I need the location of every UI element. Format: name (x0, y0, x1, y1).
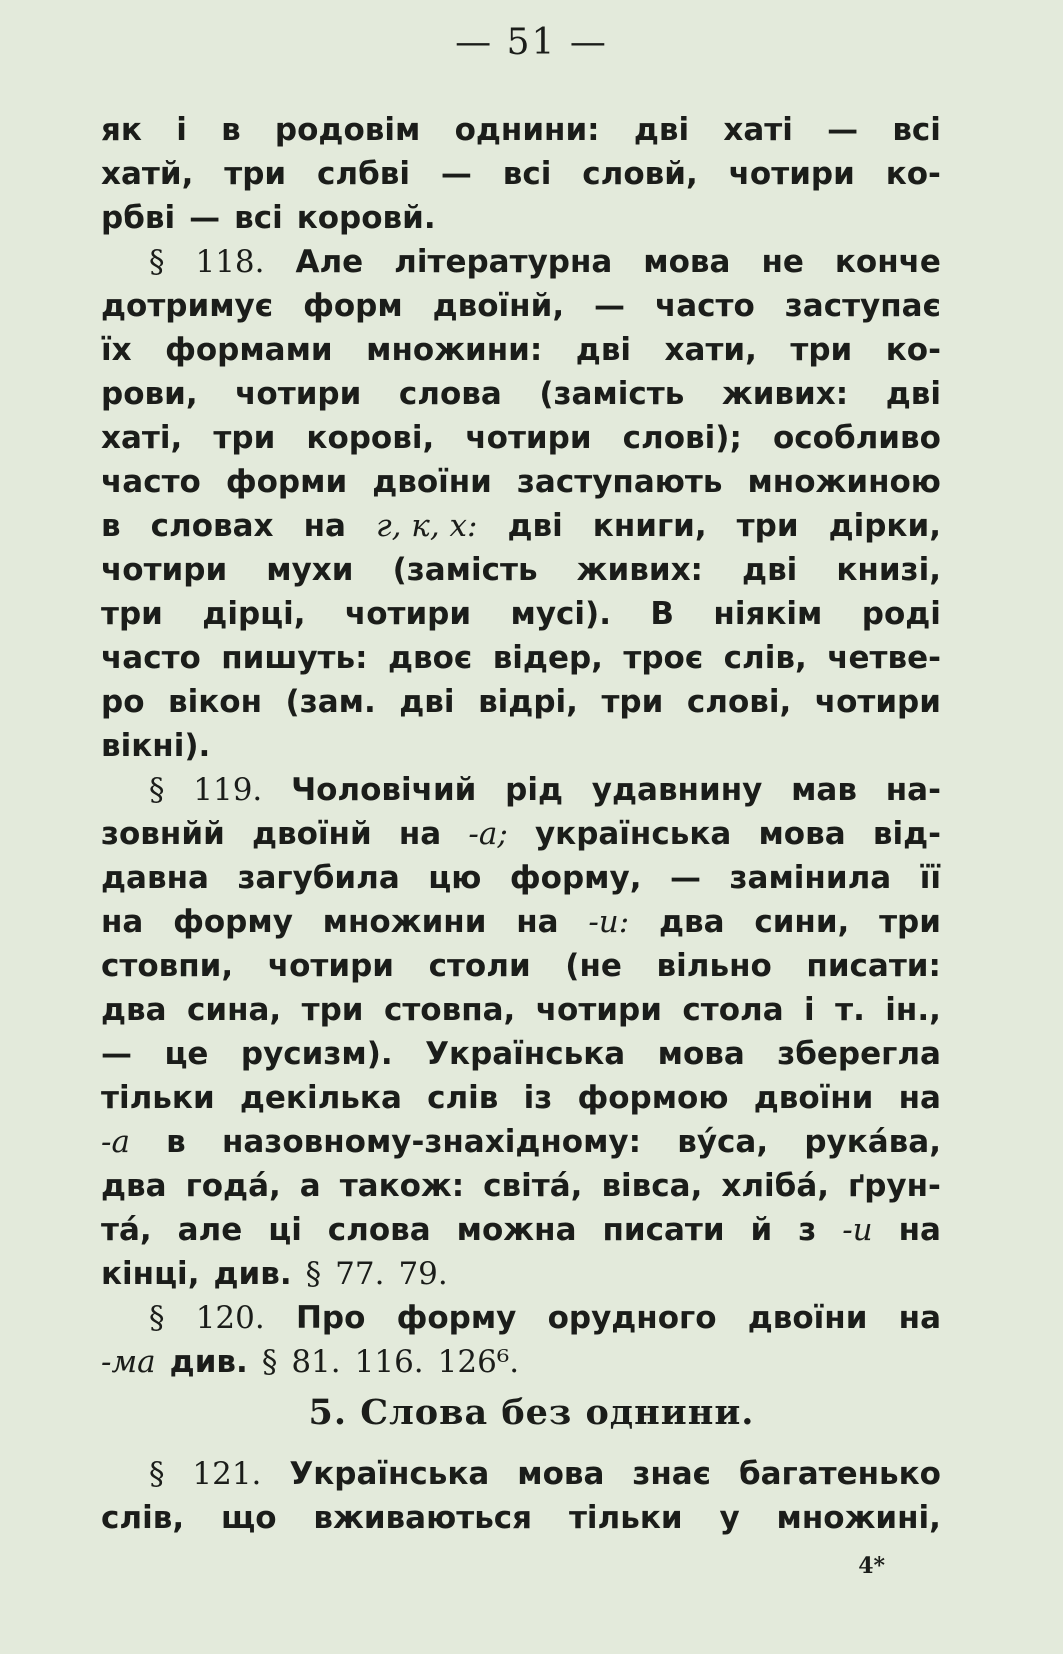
word: чотири (267, 948, 394, 984)
word: (замість (392, 552, 538, 588)
word: писати: (806, 948, 941, 984)
word: русизм). (240, 1036, 393, 1072)
word: хлібá, (721, 1168, 830, 1204)
word: троє (623, 640, 704, 676)
word: на (898, 1300, 941, 1336)
word: чотири (728, 156, 855, 192)
word: писати (602, 1212, 725, 1248)
word: корові, (306, 420, 435, 456)
word: множиною (747, 464, 941, 500)
word: (не (565, 948, 622, 984)
word: 126⁶. (437, 1344, 520, 1380)
word: також: (339, 1168, 465, 1204)
text-line (101, 900, 941, 944)
word: книзі, (836, 552, 941, 588)
word: їх (101, 332, 132, 368)
word: (зам. (285, 684, 376, 720)
text-line (101, 944, 941, 988)
word: § (261, 1344, 278, 1380)
body-text-continued (101, 1452, 941, 1540)
word: стовпа, (383, 992, 516, 1028)
word: сини, (754, 904, 850, 940)
word: мав (791, 772, 857, 808)
word: багатенько (738, 1456, 941, 1492)
word: відрі, (478, 684, 578, 720)
word: формою (577, 1080, 729, 1116)
word: форму (173, 904, 293, 940)
word: двоїни (372, 464, 492, 500)
text-line (101, 1252, 941, 1296)
word: цю (428, 860, 482, 896)
word: чотири (101, 552, 228, 588)
text-line (101, 856, 941, 900)
text-line (101, 460, 941, 504)
text-line (101, 1032, 941, 1076)
word: вівса, (601, 1168, 703, 1204)
word: три (790, 332, 853, 368)
word: можна (456, 1212, 577, 1248)
word: — (101, 1036, 132, 1072)
word: не (761, 244, 804, 280)
word: пишуть: (221, 640, 368, 676)
word: слові); (622, 420, 742, 456)
word: живих: (721, 376, 849, 412)
word: кінці, (101, 1256, 200, 1292)
word: слові, (686, 684, 792, 720)
word: Українська (289, 1456, 490, 1492)
text-line (101, 592, 941, 636)
word: мусі). (510, 596, 611, 632)
word: давна (101, 860, 209, 896)
word: чотири (814, 684, 941, 720)
word: § (305, 1256, 322, 1292)
word: слова (327, 1212, 431, 1248)
word: вýса, (677, 1124, 769, 1160)
word: заступає (784, 288, 941, 324)
word: в (101, 508, 121, 544)
word: із (523, 1080, 553, 1116)
word: 119. (193, 772, 263, 808)
word: на- (885, 772, 941, 808)
text-line (101, 1120, 941, 1164)
word: особливо (772, 420, 941, 456)
word: але (177, 1212, 243, 1248)
word: чотири (344, 596, 472, 632)
word: на (398, 816, 442, 852)
page-number: — 51 — (455, 22, 608, 63)
word: двоїнй (251, 816, 372, 852)
word: чотири (465, 420, 592, 456)
word: слбві (317, 156, 411, 192)
word: всі (502, 156, 552, 192)
word: § (149, 244, 165, 280)
word: § (149, 1456, 165, 1492)
word: удавнину (591, 772, 763, 808)
word: слів, (101, 1500, 185, 1536)
word: мухи (266, 552, 354, 588)
word: два (101, 1168, 167, 1204)
word: — (670, 860, 702, 896)
word: три (736, 508, 799, 544)
word: дві (575, 332, 632, 368)
word: четве- (827, 640, 941, 676)
word: тільки (101, 1080, 215, 1116)
word: три (101, 596, 163, 632)
text-line (101, 1296, 941, 1340)
word: хаті, (101, 420, 183, 456)
body-text (101, 108, 941, 1384)
word: в (221, 112, 241, 148)
word: на (898, 1212, 941, 1248)
word: форму (396, 1300, 517, 1336)
word: Українська (425, 1036, 626, 1072)
word: сина, (187, 992, 282, 1028)
word: мова (517, 1456, 605, 1492)
word: тільки (568, 1500, 683, 1536)
word: дві (885, 376, 941, 412)
word: чотири (235, 376, 362, 412)
word: словй, (582, 156, 698, 192)
word: слів (427, 1080, 499, 1116)
text-line (101, 988, 941, 1032)
word: це (164, 1036, 209, 1072)
word: ко- (885, 156, 941, 192)
word: ко- (885, 332, 941, 368)
word: й (750, 1212, 773, 1248)
word: знає (632, 1456, 712, 1492)
text-line (101, 1076, 941, 1120)
text-line (101, 768, 941, 812)
word: дірки, (828, 508, 941, 544)
word: зовнйй (101, 816, 225, 852)
word: однини: (454, 112, 600, 148)
word: двоє (387, 640, 473, 676)
word: множині, (776, 1500, 941, 1536)
word: її (919, 860, 941, 896)
word: ін., (885, 992, 941, 1028)
word: у (719, 1500, 740, 1536)
word: форму, (509, 860, 642, 896)
word: § (149, 1300, 165, 1336)
word: -а; (468, 816, 508, 852)
word: множини (322, 904, 487, 940)
word: див. (213, 1256, 292, 1292)
word: роді (861, 596, 941, 632)
text-line (101, 1496, 941, 1540)
word: дві (633, 112, 690, 148)
text-line (101, 1340, 941, 1384)
word: замінила (729, 860, 892, 896)
text-line (101, 372, 941, 416)
word: 79. (398, 1256, 448, 1292)
word: двоїни (753, 1080, 874, 1116)
word: часто (101, 464, 201, 500)
word: два (101, 992, 167, 1028)
text-line (101, 108, 941, 152)
word: світá, (483, 1168, 583, 1204)
word: заступають (516, 464, 723, 500)
word: живих: (576, 552, 703, 588)
word: орудного (547, 1300, 717, 1336)
word: слова (398, 376, 502, 412)
word: словах (150, 508, 274, 544)
word: хатй, (101, 156, 194, 192)
word: стола (682, 992, 784, 1028)
text-line (101, 240, 941, 284)
section-heading: 5. Слова без однини. (308, 1392, 755, 1433)
word: коровй. (296, 200, 436, 236)
signature-mark: 4* (858, 1553, 885, 1579)
word: г, к, х: (375, 508, 478, 544)
word: чотири (535, 992, 662, 1028)
word: столи (428, 948, 531, 984)
word: три (879, 904, 941, 940)
word: відер, (492, 640, 603, 676)
word: всі (234, 200, 283, 236)
word: і (176, 112, 187, 148)
word: слів, (723, 640, 807, 676)
word: форми (225, 464, 348, 500)
word: в (166, 1124, 186, 1160)
word: рукáва, (804, 1124, 941, 1160)
text-line (101, 680, 941, 724)
word: вікон (168, 684, 263, 720)
word: В (650, 596, 675, 632)
text-line (101, 1164, 941, 1208)
word: часто (654, 288, 755, 324)
word: 118. (195, 244, 265, 280)
word: часто (101, 640, 201, 676)
text-line (101, 284, 941, 328)
word: ніякім (713, 596, 823, 632)
word: дві (742, 552, 798, 588)
word: вікні). (101, 728, 211, 764)
word: -и: (588, 904, 630, 940)
word: три (224, 156, 287, 192)
word: (замість (539, 376, 685, 412)
text-line (101, 196, 941, 240)
word: на (101, 904, 144, 940)
word: -ма (101, 1344, 156, 1380)
word: дві (507, 508, 563, 544)
word: множини: (366, 332, 543, 368)
word: на (303, 508, 346, 544)
word: від- (872, 816, 941, 852)
text-line (101, 636, 941, 680)
text-line (101, 724, 941, 768)
word: годá, (185, 1168, 281, 1204)
word: дірці, (202, 596, 306, 632)
word: хати, (664, 332, 757, 368)
word: конче (834, 244, 941, 280)
word: що (220, 1500, 277, 1536)
text-line (101, 152, 941, 196)
text-line (101, 504, 941, 548)
word: декілька (239, 1080, 402, 1116)
word: § (149, 772, 165, 808)
text-line (101, 1208, 941, 1252)
word: три (601, 684, 664, 720)
word: рбві (101, 200, 176, 236)
word: мова (643, 244, 731, 280)
word: українська (534, 816, 732, 852)
text-line (101, 328, 941, 372)
word: стовпи, (101, 948, 234, 984)
word: — (594, 288, 626, 324)
word: двоїни (747, 1300, 868, 1336)
word: назовному-знахідному: (221, 1124, 642, 1160)
word: — (189, 200, 221, 236)
word: хаті (723, 112, 793, 148)
word: три (213, 420, 276, 456)
word: ці (268, 1212, 302, 1248)
word: див. (169, 1344, 248, 1380)
word: -а (101, 1124, 130, 1160)
word: 81. (291, 1344, 341, 1380)
word: 116. (354, 1344, 424, 1380)
word: три (301, 992, 364, 1028)
word: загубила (237, 860, 400, 896)
word: форм (303, 288, 403, 324)
text-line (101, 416, 941, 460)
word: а (299, 1168, 321, 1204)
word: зберегла (777, 1036, 941, 1072)
word: 120. (195, 1300, 265, 1336)
word: з (798, 1212, 817, 1248)
word: ґрун- (848, 1168, 941, 1204)
word: — (440, 156, 472, 192)
word: книги, (592, 508, 707, 544)
word: два (658, 904, 725, 940)
word: родовім (274, 112, 421, 148)
word: Про (295, 1300, 366, 1336)
word: 77. (335, 1256, 385, 1292)
word: мова (657, 1036, 745, 1072)
word: дві (399, 684, 455, 720)
word: і (804, 992, 815, 1028)
word: на (516, 904, 559, 940)
word: тá, (101, 1212, 152, 1248)
text-line (101, 548, 941, 592)
text-line (101, 1452, 941, 1496)
word: двоїнй, (432, 288, 565, 324)
text-line (101, 812, 941, 856)
word: ро (101, 684, 145, 720)
word: всі (892, 112, 941, 148)
word: на (898, 1080, 941, 1116)
word: Але (295, 244, 364, 280)
word: формами (165, 332, 333, 368)
word: Чоловічий (291, 772, 477, 808)
word: вільно (656, 948, 772, 984)
word: т. (835, 992, 865, 1028)
word: мова (758, 816, 846, 852)
word: рід (505, 772, 564, 808)
word: як (101, 112, 142, 148)
word: -и (842, 1212, 873, 1248)
word: літературна (394, 244, 613, 280)
word: вживаються (313, 1500, 533, 1536)
word: 121. (192, 1456, 262, 1492)
word: — (827, 112, 859, 148)
word: рови, (101, 376, 198, 412)
word: дотримує (101, 288, 274, 324)
